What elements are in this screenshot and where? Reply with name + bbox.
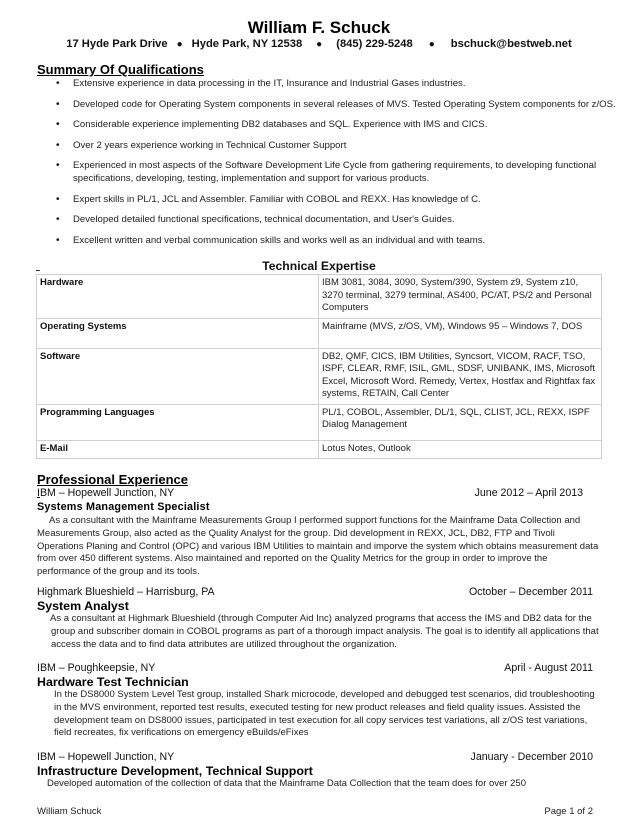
page-footer (37, 806, 593, 817)
experience-heading: Professional Experience (37, 472, 189, 487)
bullet-icon: • (56, 78, 60, 89)
row-value: Lotus Notes, Outlook (319, 440, 602, 459)
separator-bullet-icon: ● (176, 39, 183, 50)
separator-bullet-icon: ● (316, 39, 323, 50)
row-label: E-Mail (37, 440, 319, 459)
table-row (37, 440, 602, 459)
row-label: Programming Languages (37, 404, 319, 440)
job-dates: June 2012 – April 2013 (474, 487, 583, 499)
technical-table (36, 274, 602, 459)
job-title: Hardware Test Technician (37, 675, 189, 689)
summary-item: • Considerable experience implementing DB2 databases and SQL. Experience with IMS and CICS. (56, 119, 488, 130)
row-value: Mainframe (MVS, z/OS, VM), Windows 95 – Windows 7, DOS (319, 318, 602, 348)
job-description: Developed automation of the collection of data that the Mainframe Data Collection that the team does for over 250 (47, 778, 526, 789)
job-title: System Analyst (37, 599, 129, 613)
bullet-icon: • (56, 119, 60, 130)
technical-heading: Technical Expertise (262, 259, 376, 273)
job-dates: April - August 2011 (504, 662, 593, 674)
job-header (37, 487, 593, 499)
contact-line (0, 38, 638, 50)
job-header (37, 662, 593, 674)
bullet-icon: • (56, 160, 60, 171)
bullet-icon: • (56, 139, 60, 151)
job-header (37, 586, 593, 598)
job-dates: January - December 2010 (470, 751, 593, 763)
table-row (37, 275, 602, 319)
job-header (37, 751, 593, 763)
job-dates: October – December 2011 (468, 586, 593, 598)
summary-item: • Expert skills in PL/1, JCL and Assembler. Familiar with COBOL and REXX. Has knowledge of C. (56, 193, 481, 205)
page-number: Page 1 of 2 (544, 806, 593, 817)
summary-item: • Experienced in most aspects of the Software Development Life Cycle from gathering requirements, to developing functional specifications, developing, testing, implementation and support for various products. (56, 160, 597, 184)
job-description: In the DS8000 System Level Test group, installed Shark microcode, developed and debugged test scenarios, did troubleshooting in the MVS environment, reported test results, executed testing for new product releases and field quality issues. Assisted the development team on DS8000 issues, participated in test execution for all copy services test variations, all z/OS test variations, field recreates, fix verifications on emergency eBuilds/eFixes (54, 689, 595, 739)
table-row (37, 348, 602, 404)
summary-item: • Over 2 years experience working in Technical Customer Support (56, 139, 347, 151)
summary-list (56, 77, 616, 254)
bullet-icon: • (56, 98, 60, 110)
job-description: As a consultant at Highmark Blueshield (through Computer Aid Inc) analyzed programs that access the IMS and DB2 data for the group and subscriber domain in COBOL programs as part of a thorough impact analysis. The goal is to identify all applications that access the data and to find data attributes are utilized throughout the organization. (50, 613, 599, 650)
job-company: Highmark Blueshield – Harrisburg, PA (37, 586, 215, 598)
row-value: PL/1, COBOL, Assembler, DL/1, SQL, CLIST, JCL, REXX, ISPF Dialog Management (319, 404, 602, 440)
row-label: Hardware (37, 275, 319, 319)
job-company: IBM – Hopewell Junction, NY (37, 487, 175, 499)
phone: (845) 229-5248 (336, 38, 413, 50)
bullet-icon: • (56, 193, 60, 205)
separator-bullet-icon: ● (428, 39, 435, 50)
summary-item: • Extensive experience in data processing in the IT, Insurance and Industrial Gases industries. (56, 78, 466, 89)
footer-author: William Schuck (37, 806, 102, 817)
row-label: Software (37, 348, 319, 404)
job-title: Infrastructure Development, Technical Support (37, 764, 313, 778)
resume-name: William F. Schuck (247, 18, 391, 37)
address: 17 Hyde Park Drive (66, 38, 168, 50)
summary-heading: Summary Of Qualifications (37, 62, 204, 77)
bullet-icon: • (56, 234, 60, 246)
row-value: DB2, QMF, CICS, IBM Utilities, Syncsort, VICOM, RACF, TSO, ISPF, CLEAR, RMF, ISIL, GML, SDSF, UNIBANK, IMS, Microsoft Excel, Microsoft Word. Remedy, Vertex, Hostfax and Rightfax fax systems, RETAIN, Call Center (319, 348, 602, 404)
email-link[interactable]: bschuck@bestweb.net (450, 38, 572, 50)
job-company: IBM – Hopewell Junction, NY (37, 751, 175, 763)
summary-item: • Developed code for Operating System components in several releases of MVS. Tested Operating System components for z/OS. (56, 98, 616, 110)
summary-item: • Developed detailed functional specifications, technical documentation, and User's Guides. (56, 214, 455, 225)
job-description: As a consultant with the Mainframe Measurements Group I performed support functions for the Mainframe Data Collection and Measurements Group, also acted as the Quality Analyst for the group. Did development in REXX, JCL, DB2, FTP and Tivoli Operations Planing and Control (OPC) and various IBM Utilities to maintain and imporve the system which obtains measurement data from over 450 different systems. Also maintained and reported on the Quality Metrics for the group in order to improve the performance of the group and its tools. (37, 515, 599, 578)
row-label: Operating Systems (37, 318, 319, 348)
bullet-icon: • (56, 214, 60, 225)
row-value: IBM 3081, 3084, 3090, System/390, System z9, System z10, 3270 terminal, 3279 terminal, AS400, PC/AT, PS/2 and Personal Computers (319, 275, 602, 319)
job-company: IBM – Poughkeepsie, NY (37, 662, 156, 674)
table-row (37, 404, 602, 440)
table-row (37, 318, 602, 348)
city: Hyde Park, NY 12538 (191, 38, 303, 50)
summary-item: • Excellent written and verbal communication skills and works well as an individual and with teams. (56, 234, 486, 246)
job-title: Systems Management Specialist (37, 501, 210, 513)
